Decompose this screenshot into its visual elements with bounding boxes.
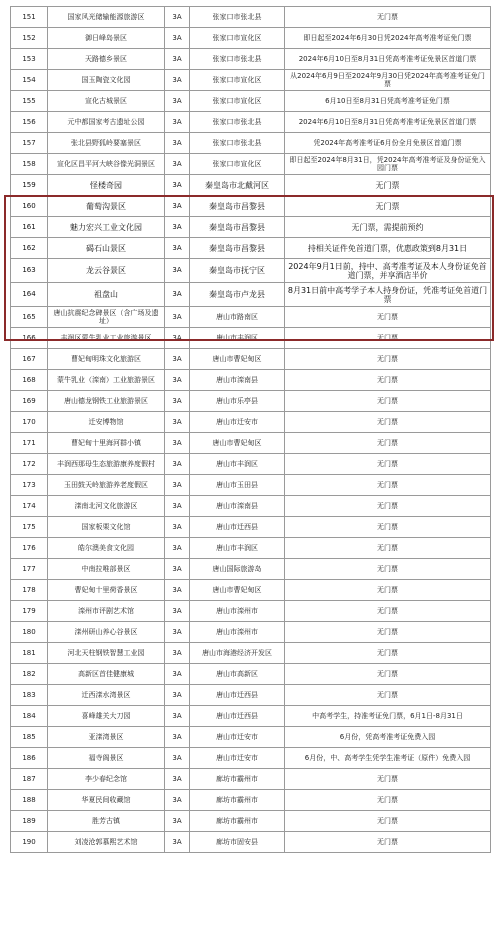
cell-num: 179 (11, 601, 48, 622)
cell-num: 182 (11, 664, 48, 685)
cell-city: 张家口市张北县 (190, 49, 285, 70)
table-row (11, 196, 491, 217)
cell-level: 3A (165, 196, 190, 217)
cell-name: 华夏民间收藏馆 (48, 790, 165, 811)
table-row (11, 706, 491, 727)
cell-policy: 无门票 (285, 412, 491, 433)
cell-level: 3A (165, 91, 190, 112)
cell-name: 皓尔澳美食文化园 (48, 538, 165, 559)
cell-policy: 无门票 (285, 559, 491, 580)
cell-city: 唐山市迁西县 (190, 517, 285, 538)
cell-num: 159 (11, 175, 48, 196)
cell-level: 3A (165, 643, 190, 664)
cell-level: 3A (165, 217, 190, 238)
cell-policy: 无门票 (285, 175, 491, 196)
table-row (11, 538, 491, 559)
cell-name: 唐山德龙钢铁工业旅游景区 (48, 391, 165, 412)
cell-city: 秦皇岛市昌黎县 (190, 238, 285, 259)
cell-policy: 2024年6月10日至8月31日凭高考准考证免景区首道门票 (285, 49, 491, 70)
table-row (11, 28, 491, 49)
cell-city: 唐山市迁西县 (190, 706, 285, 727)
cell-num: 190 (11, 832, 48, 853)
cell-name: 葡萄沟景区 (48, 196, 165, 217)
table-row (11, 328, 491, 349)
cell-level: 3A (165, 175, 190, 196)
cell-city: 唐山市玉田县 (190, 475, 285, 496)
cell-city: 廊坊市固安县 (190, 832, 285, 853)
cell-policy: 无门票 (285, 328, 491, 349)
cell-city: 秦皇岛市抚宁区 (190, 259, 285, 283)
cell-level: 3A (165, 307, 190, 328)
cell-num: 189 (11, 811, 48, 832)
cell-name: 福寺阁景区 (48, 748, 165, 769)
cell-policy: 无门票 (285, 832, 491, 853)
cell-city: 廊坊市霸州市 (190, 790, 285, 811)
cell-name: 滦南北河文化旅游区 (48, 496, 165, 517)
table-row (11, 49, 491, 70)
table-row (11, 349, 491, 370)
cell-policy: 无门票 (285, 496, 491, 517)
scenic-spot-table-sheet (10, 6, 490, 853)
table-row (11, 259, 491, 283)
cell-level: 3A (165, 49, 190, 70)
cell-policy: 无门票 (285, 454, 491, 475)
cell-num: 177 (11, 559, 48, 580)
cell-city: 唐山市曹妃甸区 (190, 349, 285, 370)
table-row (11, 217, 491, 238)
table-row (11, 727, 491, 748)
cell-city: 唐山市迁安市 (190, 727, 285, 748)
cell-num: 184 (11, 706, 48, 727)
cell-policy: 8月31日前中高考学子本人持身份证，凭准考证免首道门票 (285, 283, 491, 307)
cell-level: 3A (165, 727, 190, 748)
cell-num: 151 (11, 7, 48, 28)
cell-name: 丰润西那母生态旅游康养度假村 (48, 454, 165, 475)
cell-name: 国家风光储输能源旅游区 (48, 7, 165, 28)
cell-num: 176 (11, 538, 48, 559)
table-row (11, 433, 491, 454)
cell-policy: 无门票，需提前预约 (285, 217, 491, 238)
cell-level: 3A (165, 112, 190, 133)
cell-policy: 即日起至2024年8月31日，凭2024年高考准考证及身份证免入园门票 (285, 154, 491, 175)
table-row (11, 580, 491, 601)
cell-city: 唐山国际旅游岛 (190, 559, 285, 580)
cell-level: 3A (165, 370, 190, 391)
cell-num: 156 (11, 112, 48, 133)
cell-level: 3A (165, 154, 190, 175)
cell-level: 3A (165, 433, 190, 454)
cell-policy: 即日起至2024年6月30日凭2024年高考准考证免门票 (285, 28, 491, 49)
cell-policy: 无门票 (285, 370, 491, 391)
cell-policy: 无门票 (285, 811, 491, 832)
table-row (11, 517, 491, 538)
cell-num: 162 (11, 238, 48, 259)
cell-level: 3A (165, 475, 190, 496)
cell-num: 165 (11, 307, 48, 328)
cell-num: 157 (11, 133, 48, 154)
cell-name: 国玉陶瓷文化园 (48, 70, 165, 91)
table-row (11, 370, 491, 391)
cell-num: 171 (11, 433, 48, 454)
cell-level: 3A (165, 328, 190, 349)
cell-num: 152 (11, 28, 48, 49)
cell-policy: 无门票 (285, 538, 491, 559)
cell-level: 3A (165, 622, 190, 643)
cell-name: 唐山抗震纪念碑景区（含广场及遗址） (48, 307, 165, 328)
table-row (11, 7, 491, 28)
table-row (11, 685, 491, 706)
cell-policy: 无门票 (285, 580, 491, 601)
cell-num: 180 (11, 622, 48, 643)
cell-num: 175 (11, 517, 48, 538)
cell-name: 魅力宏兴工业文化园 (48, 217, 165, 238)
cell-num: 187 (11, 769, 48, 790)
cell-level: 3A (165, 412, 190, 433)
cell-city: 秦皇岛市昌黎县 (190, 217, 285, 238)
cell-num: 173 (11, 475, 48, 496)
cell-name: 胜芳古镇 (48, 811, 165, 832)
cell-num: 167 (11, 349, 48, 370)
cell-level: 3A (165, 496, 190, 517)
cell-name: 迁安博物馆 (48, 412, 165, 433)
cell-num: 172 (11, 454, 48, 475)
table-row (11, 175, 491, 196)
table-row (11, 154, 491, 175)
cell-policy: 无门票 (285, 196, 491, 217)
cell-num: 161 (11, 217, 48, 238)
cell-level: 3A (165, 7, 190, 28)
cell-num: 154 (11, 70, 48, 91)
cell-city: 唐山市海港经济开发区 (190, 643, 285, 664)
table-row (11, 622, 491, 643)
cell-city: 张家口市张北县 (190, 7, 285, 28)
cell-name: 曹妃甸十里荷香景区 (48, 580, 165, 601)
cell-name: 李少春纪念馆 (48, 769, 165, 790)
cell-num: 155 (11, 91, 48, 112)
cell-policy: 6月10日至8月31日凭高考准考证免门票 (285, 91, 491, 112)
cell-city: 唐山市路南区 (190, 307, 285, 328)
cell-num: 153 (11, 49, 48, 70)
cell-num: 160 (11, 196, 48, 217)
cell-city: 唐山市高新区 (190, 664, 285, 685)
cell-city: 唐山市迁西县 (190, 685, 285, 706)
table-row (11, 811, 491, 832)
table-body (11, 7, 491, 853)
table-row (11, 238, 491, 259)
cell-level: 3A (165, 580, 190, 601)
cell-city: 张家口市宣化区 (190, 154, 285, 175)
cell-num: 163 (11, 259, 48, 283)
cell-policy: 无门票 (285, 769, 491, 790)
cell-level: 3A (165, 748, 190, 769)
cell-city: 秦皇岛市北戴河区 (190, 175, 285, 196)
cell-policy: 2024年6月10日至8月31日凭高考准考证免景区首道门票 (285, 112, 491, 133)
cell-city: 张家口市张北县 (190, 112, 285, 133)
cell-num: 178 (11, 580, 48, 601)
table-row (11, 475, 491, 496)
cell-city: 唐山市迁安市 (190, 412, 285, 433)
cell-name: 张北县野狐岭要塞景区 (48, 133, 165, 154)
table-row (11, 412, 491, 433)
table-row (11, 454, 491, 475)
table-row (11, 496, 491, 517)
cell-level: 3A (165, 70, 190, 91)
cell-level: 3A (165, 769, 190, 790)
cell-city: 唐山市曹妃甸区 (190, 433, 285, 454)
cell-level: 3A (165, 538, 190, 559)
cell-policy: 无门票 (285, 7, 491, 28)
cell-num: 158 (11, 154, 48, 175)
cell-name: 中南拉唯部景区 (48, 559, 165, 580)
cell-name: 丰润区蒙牛乳业工业旅游景区 (48, 328, 165, 349)
cell-name: 玉田鼓天岭旅游养老度假区 (48, 475, 165, 496)
cell-name: 喜峰雄关大刀园 (48, 706, 165, 727)
cell-num: 174 (11, 496, 48, 517)
cell-city: 张家口市宣化区 (190, 91, 285, 112)
cell-num: 186 (11, 748, 48, 769)
cell-level: 3A (165, 832, 190, 853)
cell-level: 3A (165, 454, 190, 475)
table-row (11, 748, 491, 769)
cell-city: 唐山市丰润区 (190, 538, 285, 559)
cell-name: 蒙牛乳业（滦南）工业旅游景区 (48, 370, 165, 391)
cell-name: 滦州市评剧艺术馆 (48, 601, 165, 622)
cell-num: 181 (11, 643, 48, 664)
cell-city: 唐山市滦南县 (190, 370, 285, 391)
table-row (11, 91, 491, 112)
cell-city: 秦皇岛市昌黎县 (190, 196, 285, 217)
table-row (11, 601, 491, 622)
cell-city: 秦皇岛市卢龙县 (190, 283, 285, 307)
cell-policy: 从2024年6月9日至2024年9月30日凭2024年高考准考证免门票 (285, 70, 491, 91)
cell-city: 唐山市乐亭县 (190, 391, 285, 412)
cell-num: 168 (11, 370, 48, 391)
cell-name: 御日峰岛景区 (48, 28, 165, 49)
cell-level: 3A (165, 391, 190, 412)
cell-name: 迁西滦水湾景区 (48, 685, 165, 706)
cell-level: 3A (165, 259, 190, 283)
cell-policy: 无门票 (285, 307, 491, 328)
cell-name: 碣石山景区 (48, 238, 165, 259)
cell-city: 张家口市宣化区 (190, 28, 285, 49)
scenic-spot-table (10, 6, 491, 853)
cell-num: 170 (11, 412, 48, 433)
cell-name: 宣化古城景区 (48, 91, 165, 112)
cell-level: 3A (165, 811, 190, 832)
cell-policy: 持相关证件免首道门票，优惠政策到8月31日 (285, 238, 491, 259)
cell-policy: 无门票 (285, 664, 491, 685)
cell-policy: 2024年9月1日前，持中、高考准考证及本人身份证免首道门票，并享酒店半价 (285, 259, 491, 283)
cell-name: 高新区首佳健康城 (48, 664, 165, 685)
cell-level: 3A (165, 349, 190, 370)
cell-policy: 无门票 (285, 622, 491, 643)
cell-name: 祖盘山 (48, 283, 165, 307)
cell-name: 元中都国家考古遗址公园 (48, 112, 165, 133)
table-row (11, 70, 491, 91)
cell-city: 廊坊市霸州市 (190, 811, 285, 832)
cell-name: 怪楼奇园 (48, 175, 165, 196)
cell-city: 唐山市曹妃甸区 (190, 580, 285, 601)
table-row (11, 832, 491, 853)
cell-name: 亚滦湾景区 (48, 727, 165, 748)
cell-policy: 6月份，中、高考学生凭学生准考证（原件）免费入园 (285, 748, 491, 769)
cell-num: 164 (11, 283, 48, 307)
cell-level: 3A (165, 790, 190, 811)
table-row (11, 664, 491, 685)
cell-city: 唐山市滦州市 (190, 601, 285, 622)
cell-policy: 无门票 (285, 349, 491, 370)
table-row (11, 769, 491, 790)
cell-num: 185 (11, 727, 48, 748)
cell-policy: 无门票 (285, 643, 491, 664)
cell-city: 唐山市迁安市 (190, 748, 285, 769)
cell-city: 唐山市丰润区 (190, 454, 285, 475)
cell-level: 3A (165, 133, 190, 154)
table-row (11, 307, 491, 328)
cell-level: 3A (165, 685, 190, 706)
cell-level: 3A (165, 559, 190, 580)
cell-policy: 凭2024年高考准考证6月份全月免景区首道门票 (285, 133, 491, 154)
cell-policy: 中高考学生，持准考证免门票，6月1日-8月31日 (285, 706, 491, 727)
table-row (11, 391, 491, 412)
cell-name: 国家板栗文化馆 (48, 517, 165, 538)
cell-policy: 无门票 (285, 433, 491, 454)
cell-name: 河北天柱钢铁智慧工业园 (48, 643, 165, 664)
cell-policy: 无门票 (285, 790, 491, 811)
cell-city: 唐山市丰润区 (190, 328, 285, 349)
table-row (11, 133, 491, 154)
cell-city: 张家口市宣化区 (190, 70, 285, 91)
cell-num: 188 (11, 790, 48, 811)
cell-level: 3A (165, 517, 190, 538)
table-row (11, 283, 491, 307)
table-row (11, 790, 491, 811)
cell-policy: 6月份，凭高考准考证免费入园 (285, 727, 491, 748)
cell-name: 宣化区昌平河大峡谷像光洞景区 (48, 154, 165, 175)
cell-policy: 无门票 (285, 475, 491, 496)
cell-city: 廊坊市霸州市 (190, 769, 285, 790)
cell-city: 张家口市张北县 (190, 133, 285, 154)
cell-num: 183 (11, 685, 48, 706)
cell-city: 唐山市滦南县 (190, 496, 285, 517)
cell-level: 3A (165, 601, 190, 622)
cell-name: 曹妃甸十里海河群小镇 (48, 433, 165, 454)
cell-name: 刘凌沧郭慕熙艺术馆 (48, 832, 165, 853)
cell-level: 3A (165, 28, 190, 49)
cell-name: 滦州研山养心谷景区 (48, 622, 165, 643)
cell-level: 3A (165, 283, 190, 307)
cell-city: 唐山市滦州市 (190, 622, 285, 643)
table-row (11, 643, 491, 664)
cell-name: 龙云谷景区 (48, 259, 165, 283)
table-row (11, 112, 491, 133)
cell-num: 169 (11, 391, 48, 412)
cell-level: 3A (165, 664, 190, 685)
cell-level: 3A (165, 238, 190, 259)
cell-name: 曹妃甸明珠文化旅游区 (48, 349, 165, 370)
table-row (11, 559, 491, 580)
cell-name: 天路德乡景区 (48, 49, 165, 70)
cell-level: 3A (165, 706, 190, 727)
cell-policy: 无门票 (285, 685, 491, 706)
cell-num: 166 (11, 328, 48, 349)
cell-policy: 无门票 (285, 601, 491, 622)
cell-policy: 无门票 (285, 391, 491, 412)
cell-policy: 无门票 (285, 517, 491, 538)
